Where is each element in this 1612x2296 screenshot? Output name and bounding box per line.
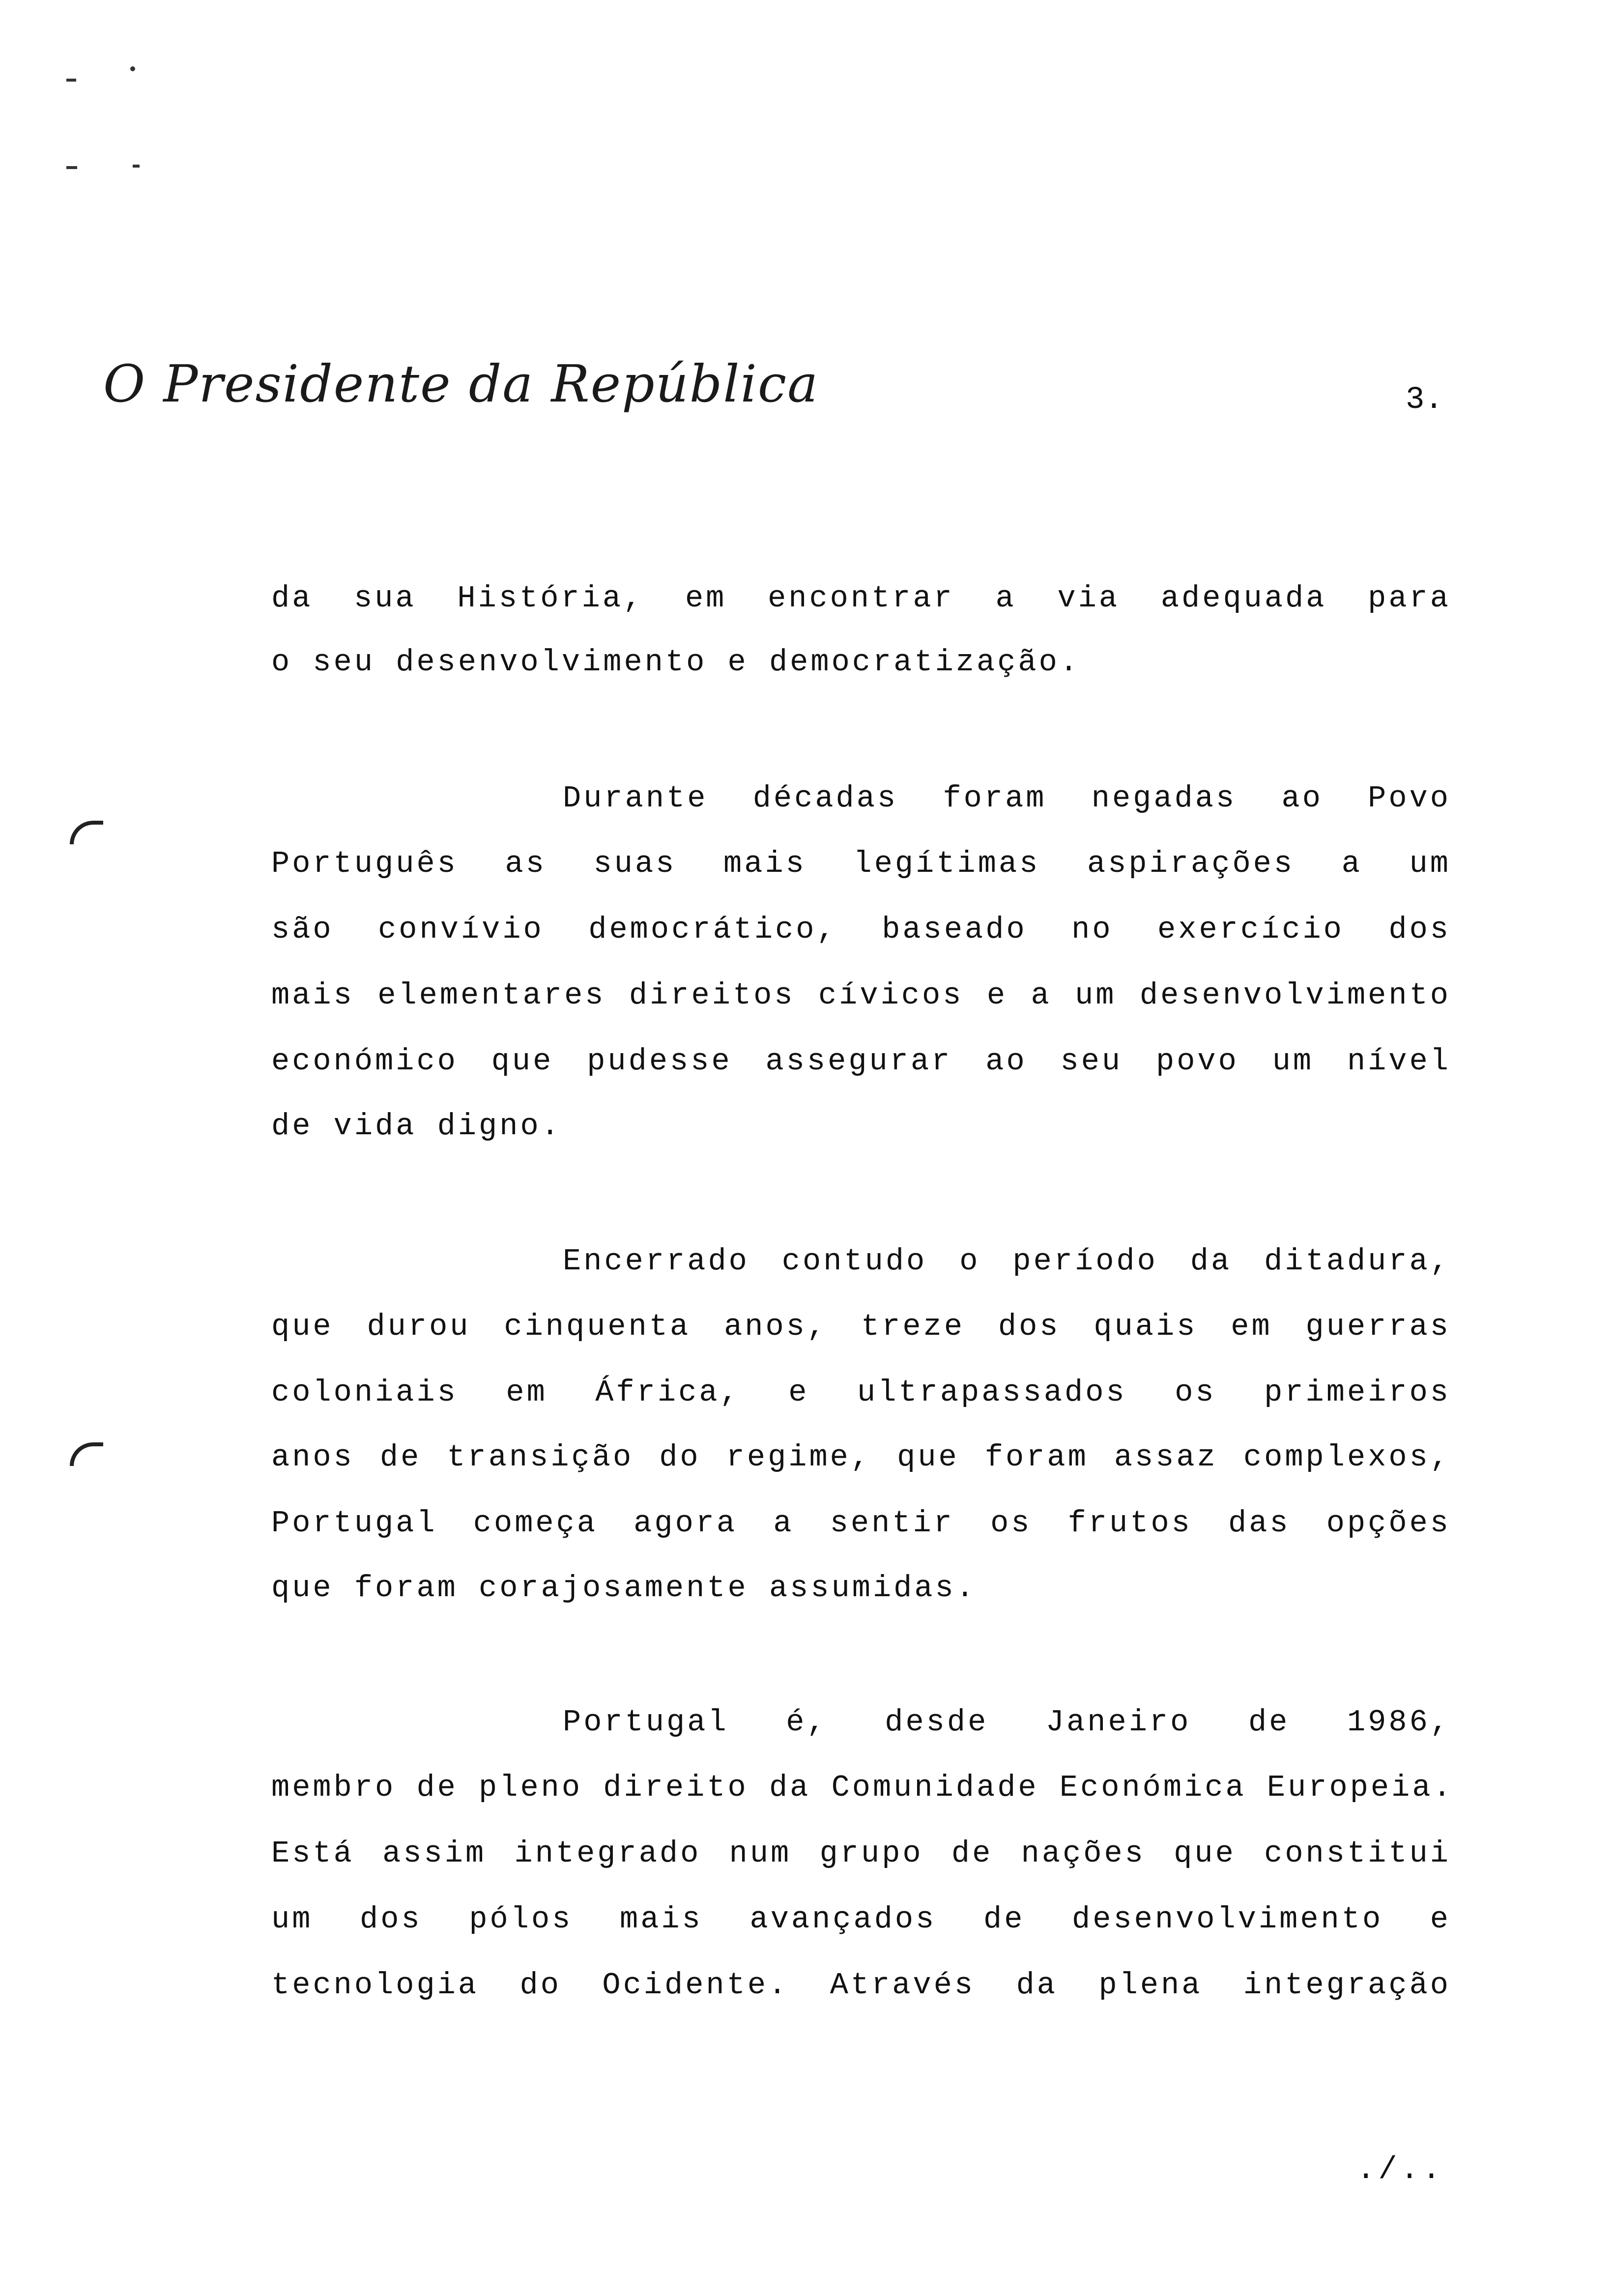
scan-speck — [130, 66, 135, 71]
letterhead-title: O Presidente da República — [103, 354, 819, 414]
page-number: 3. — [1406, 382, 1443, 418]
text-line: um dos pólos mais avançados de desenvolvimento e — [271, 1902, 1451, 1937]
text-line: Português as suas mais legítimas aspirações a um — [271, 846, 1451, 881]
text-line: são convívio democrático, baseado no exercício dos — [271, 912, 1451, 947]
punch-hole-mark — [70, 821, 103, 844]
text-line: que foram corajosamente assumidas. — [271, 1571, 977, 1606]
scan-speck — [66, 79, 76, 82]
continuation-mark: ./.. — [1356, 2152, 1444, 2188]
text-line: anos de transição do regime, que foram assaz complexos, — [271, 1440, 1451, 1475]
text-line: mais elementares direitos cívicos e a um desenvolvimento — [271, 978, 1451, 1013]
text-line: Está assim integrado num grupo de nações que constitui — [271, 1836, 1451, 1871]
scan-speck — [133, 165, 140, 168]
text-line: económico que pudesse assegurar ao seu povo um nível — [271, 1044, 1451, 1079]
scan-speck — [66, 166, 77, 169]
text-line: de vida digno. — [271, 1109, 562, 1144]
text-line: tecnologia do Ocidente. Através da plena integração — [271, 1968, 1451, 2003]
text-line: Encerrado contudo o período da ditadura, — [563, 1244, 1451, 1279]
text-line: Portugal começa agora a sentir os frutos das opções — [271, 1506, 1451, 1541]
text-line: da sua História, em encontrar a via adequada para — [271, 581, 1451, 616]
text-line: Durante décadas foram negadas ao Povo — [563, 781, 1451, 816]
text-line: membro de pleno direito da Comunidade Económica Europeia. — [271, 1770, 1454, 1805]
text-line: que durou cinquenta anos, treze dos quais em guerras — [271, 1309, 1451, 1344]
text-line: Portugal é, desde Janeiro de 1986, — [563, 1705, 1451, 1740]
punch-hole-mark — [70, 1442, 103, 1466]
text-line: o seu desenvolvimento e democratização. — [271, 645, 1081, 680]
text-line: coloniais em África, e ultrapassados os primeiros — [271, 1375, 1451, 1410]
